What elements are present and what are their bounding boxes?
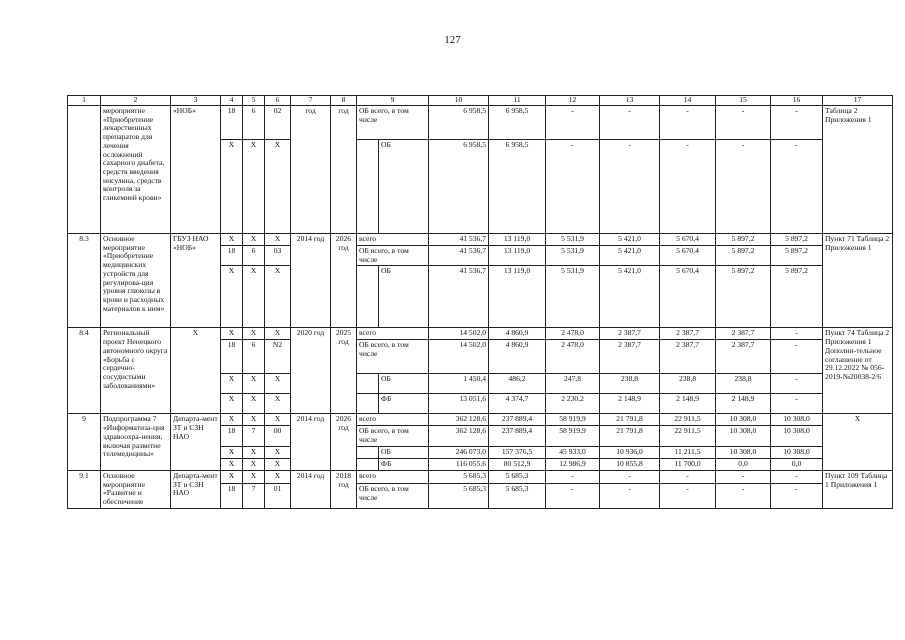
cell: ОБ (379, 266, 429, 328)
cell: 5 670,4 (660, 246, 716, 266)
cell: 6 (243, 106, 265, 140)
cell: 2014 год (291, 470, 331, 508)
cell: 58 919,9 (546, 414, 600, 426)
cell: 5 670,4 (660, 234, 716, 246)
cell: 6 958,5 (489, 140, 546, 234)
cell: 237 889,4 (489, 414, 546, 426)
cell: Х (243, 234, 265, 246)
cell: Х (265, 394, 291, 414)
cell-note: Таблица 2 Приложения 1 (823, 106, 893, 234)
cell: 2020 год (291, 328, 331, 414)
cell: - (660, 140, 716, 234)
cell: - (600, 484, 660, 509)
cell-exec: ГБУЗ НАО «НОБ» (171, 234, 221, 328)
cell: 2026 год (331, 234, 357, 328)
header-cell: 9 (357, 96, 429, 106)
cell: - (771, 340, 823, 374)
cell: 2 387,7 (716, 340, 771, 374)
cell-exec: «НОБ» (171, 106, 221, 234)
cell: Х (243, 140, 265, 234)
cell: 41 536,7 (429, 234, 489, 246)
cell: - (716, 106, 771, 140)
cell-spacer (357, 446, 379, 458)
cell: 5 897,2 (771, 234, 823, 246)
header-cell: 3 (171, 96, 221, 106)
cell: Х (265, 446, 291, 458)
header-cell: 15 (716, 96, 771, 106)
cell-note: Пункт 109 Таблица 1 Приложения 1 (823, 470, 893, 508)
cell: 22 911,5 (660, 426, 716, 446)
cell: всего (357, 470, 429, 483)
cell: Х (265, 266, 291, 328)
cell: 14 502,0 (429, 328, 489, 340)
cell: 5 897,2 (771, 266, 823, 328)
cell: 2 478,0 (546, 328, 600, 340)
cell: Х (243, 446, 265, 458)
cell: Х (221, 266, 243, 328)
header-cell: 2 (101, 96, 171, 106)
cell: Х (243, 266, 265, 328)
table-row (68, 106, 893, 140)
table-row (68, 470, 893, 483)
header-cell: 10 (429, 96, 489, 106)
cell: 6 (243, 246, 265, 266)
cell: 0,0 (771, 458, 823, 470)
cell: 2 148,9 (660, 394, 716, 414)
cell: 2026 год (331, 414, 357, 470)
cell: 246 073,0 (429, 446, 489, 458)
cell: Х (265, 328, 291, 340)
cell: 5 897,2 (716, 266, 771, 328)
cell: 2018 год (331, 470, 357, 508)
header-row (68, 96, 893, 106)
table-row (68, 414, 893, 426)
cell: 21 791,8 (600, 414, 660, 426)
cell: Х (243, 394, 265, 414)
table-row (68, 328, 893, 340)
cell-exec: Департа-мент ЗТ и СЗН НАО (171, 414, 221, 470)
cell: 18 (221, 246, 243, 266)
cell: Х (265, 458, 291, 470)
cell: 00 (265, 426, 291, 446)
cell: 116 055,6 (429, 458, 489, 470)
cell: 362 128,6 (429, 426, 489, 446)
cell: всего (357, 414, 429, 426)
cell: Х (221, 414, 243, 426)
cell: Х (221, 140, 243, 234)
header-cell: 13 (600, 96, 660, 106)
cell: - (600, 106, 660, 140)
cell: Х (265, 414, 291, 426)
cell: - (771, 374, 823, 394)
cell: 4 860,9 (489, 328, 546, 340)
cell: 11 211,5 (660, 446, 716, 458)
cell: 22 911,5 (660, 414, 716, 426)
cell: - (660, 484, 716, 509)
cell-num: 8.3 (68, 234, 101, 328)
cell-exec: Департа-мент ЗТ и СЗН НАО (171, 470, 221, 508)
header-cell: 14 (660, 96, 716, 106)
cell: - (660, 470, 716, 483)
cell: 5 531,9 (546, 266, 600, 328)
cell: 11 700,0 (660, 458, 716, 470)
cell: - (600, 140, 660, 234)
cell: 18 (221, 340, 243, 374)
cell: Х (221, 446, 243, 458)
cell: Х (221, 394, 243, 414)
cell-name: мероприятие «Приобретение лекарственных препаратов для лечения осложнений сахарного диабета, средств введения инсулина, средств контроля за гликемией крови» (101, 106, 171, 234)
cell: - (546, 140, 600, 234)
cell: 18 (221, 426, 243, 446)
cell-spacer (357, 394, 379, 414)
cell: 1 450,4 (429, 374, 489, 394)
cell: 5 685,3 (489, 470, 546, 483)
cell: 10 308,0 (771, 446, 823, 458)
cell: ОБ всего, в том числе (357, 340, 429, 374)
cell: 238,8 (660, 374, 716, 394)
cell: Х (265, 470, 291, 483)
cell: 12 986,9 (546, 458, 600, 470)
cell: год (331, 106, 357, 234)
cell: - (771, 328, 823, 340)
cell-note: Х (823, 414, 893, 470)
cell: 4 374,7 (489, 394, 546, 414)
cell: 5 897,2 (716, 246, 771, 266)
cell: ОБ всего, в том числе (357, 484, 429, 509)
cell: 2 148,9 (600, 394, 660, 414)
cell: 18 (221, 484, 243, 509)
cell: Х (243, 328, 265, 340)
header-cell: 17 (823, 96, 893, 106)
cell: 45 933,0 (546, 446, 600, 458)
cell: 6 (243, 340, 265, 374)
cell: - (771, 470, 823, 483)
cell: 5 897,2 (716, 234, 771, 246)
cell: - (546, 484, 600, 509)
cell: Х (243, 458, 265, 470)
cell: 362 128,6 (429, 414, 489, 426)
cell: Х (221, 458, 243, 470)
cell: - (771, 140, 823, 234)
cell: 2 478,0 (546, 340, 600, 374)
cell: 2 387,7 (716, 328, 771, 340)
cell: - (600, 470, 660, 483)
cell: 5 685,3 (429, 470, 489, 483)
cell: 10 936,0 (600, 446, 660, 458)
cell: всего (357, 328, 429, 340)
cell: 18 (221, 106, 243, 140)
cell: 41 536,7 (429, 266, 489, 328)
cell: 238,8 (600, 374, 660, 394)
cell: 6 958,5 (429, 140, 489, 234)
table-row (68, 234, 893, 246)
cell: 7 (243, 426, 265, 446)
cell: 13 119,0 (489, 246, 546, 266)
cell: 0,0 (716, 458, 771, 470)
cell: 2 387,7 (660, 340, 716, 374)
cell: - (771, 106, 823, 140)
cell-name: Основное мероприятие «Развитие и обеспечение (101, 470, 171, 508)
header-cell: 11 (489, 96, 546, 106)
cell: - (546, 470, 600, 483)
cell: - (546, 106, 600, 140)
cell: 2 387,7 (660, 328, 716, 340)
cell-spacer (357, 266, 379, 328)
cell: Х (221, 374, 243, 394)
cell: 5 421,0 (600, 266, 660, 328)
cell-spacer (357, 374, 379, 394)
page-number: 127 (444, 34, 461, 46)
cell: 2014 год (291, 234, 331, 328)
cell: - (771, 394, 823, 414)
cell: 10 855,8 (600, 458, 660, 470)
cell: 6 958,5 (489, 106, 546, 140)
cell-spacer (357, 458, 379, 470)
cell: Х (243, 470, 265, 483)
cell-num (68, 106, 101, 234)
header-cell: 7 (291, 96, 331, 106)
cell: Х (221, 234, 243, 246)
cell: 2 230,2 (546, 394, 600, 414)
cell: - (771, 484, 823, 509)
cell: ОБ всего, в том числе (357, 426, 429, 446)
cell: 03 (265, 246, 291, 266)
cell: 4 860,9 (489, 340, 546, 374)
cell: ОБ всего, в том числе (357, 246, 429, 266)
cell: 247,8 (546, 374, 600, 394)
cell: 2 387,7 (600, 340, 660, 374)
cell: ФБ (379, 394, 429, 414)
cell: 13 119,0 (489, 266, 546, 328)
header-cell: 16 (771, 96, 823, 106)
cell: Х (265, 374, 291, 394)
header-cell: 12 (546, 96, 600, 106)
cell: 5 531,9 (546, 234, 600, 246)
cell: 01 (265, 484, 291, 509)
cell: - (716, 470, 771, 483)
header-cell: 6 (265, 96, 291, 106)
header-cell: 5 (243, 96, 265, 106)
cell-spacer (357, 140, 379, 234)
cell-num: 9 (68, 414, 101, 470)
cell: 13 051,6 (429, 394, 489, 414)
cell-num: 9.1 (68, 470, 101, 508)
cell: Х (265, 234, 291, 246)
cell: 21 791,8 (600, 426, 660, 446)
cell: Х (265, 140, 291, 234)
cell: Х (243, 374, 265, 394)
cell: Х (221, 470, 243, 483)
cell: - (716, 484, 771, 509)
cell: ОБ (379, 374, 429, 394)
cell: 237 889,4 (489, 426, 546, 446)
cell: всего (357, 234, 429, 246)
cell: 2 148,9 (716, 394, 771, 414)
cell: 5 897,2 (771, 246, 823, 266)
cell: ФБ (379, 458, 429, 470)
cell: 02 (265, 106, 291, 140)
cell-name: Подпрограмма 7 «Информатиза-ция здравоохра-нения, включая развитие телемедицины» (101, 414, 171, 470)
cell: год (291, 106, 331, 234)
cell-name: Региональный проект Ненецкого автономного округа «Борьба с сердечно-сосудистыми заболеваниями» (101, 328, 171, 414)
cell: Х (243, 414, 265, 426)
cell-note: Пункт 74 Таблица 2 Приложения 1 Дополни-тельное соглашение от 29.12.2022 № 056-2019-№20038-2/6 (823, 328, 893, 414)
cell: 5 421,0 (600, 234, 660, 246)
cell-num: 8.4 (68, 328, 101, 414)
cell: 5 685,3 (489, 484, 546, 509)
cell: 10 308,0 (716, 446, 771, 458)
budget-table (67, 95, 893, 509)
cell-note: Пункт 71 Таблица 2 Приложения 1 (823, 234, 893, 328)
cell: 238,8 (716, 374, 771, 394)
cell: 10 308,0 (716, 414, 771, 426)
cell: 5 685,3 (429, 484, 489, 509)
cell: 5 531,9 (546, 246, 600, 266)
cell: N2 (265, 340, 291, 374)
cell: Х (221, 328, 243, 340)
cell-exec: Х (171, 328, 221, 414)
cell: 486,2 (489, 374, 546, 394)
cell: 5 670,4 (660, 266, 716, 328)
cell: 14 502,0 (429, 340, 489, 374)
cell: ОБ всего, в том числе (357, 106, 429, 140)
cell: ОБ (379, 140, 429, 234)
cell: 5 421,0 (600, 246, 660, 266)
cell: 10 308,0 (716, 426, 771, 446)
cell: - (716, 140, 771, 234)
cell: 80 512,9 (489, 458, 546, 470)
cell-name: Основное мероприятие «Приобретение медицинских устройств для регулирова-ция уровня глюкозы в крови и расходных материалов к ним» (101, 234, 171, 328)
cell: 10 308,0 (771, 426, 823, 446)
cell: 13 119,0 (489, 234, 546, 246)
cell: 7 (243, 484, 265, 509)
cell: 41 536,7 (429, 246, 489, 266)
header-cell: 1 (68, 96, 101, 106)
cell: 2025 год (331, 328, 357, 414)
cell: ОБ (379, 446, 429, 458)
cell: 157 376,5 (489, 446, 546, 458)
header-cell: 4 (221, 96, 243, 106)
cell: 2 387,7 (600, 328, 660, 340)
cell: - (660, 106, 716, 140)
cell: 2014 год (291, 414, 331, 470)
cell: 6 958,5 (429, 106, 489, 140)
cell: 58 919,9 (546, 426, 600, 446)
cell: 10 308,0 (771, 414, 823, 426)
header-cell: 8 (331, 96, 357, 106)
